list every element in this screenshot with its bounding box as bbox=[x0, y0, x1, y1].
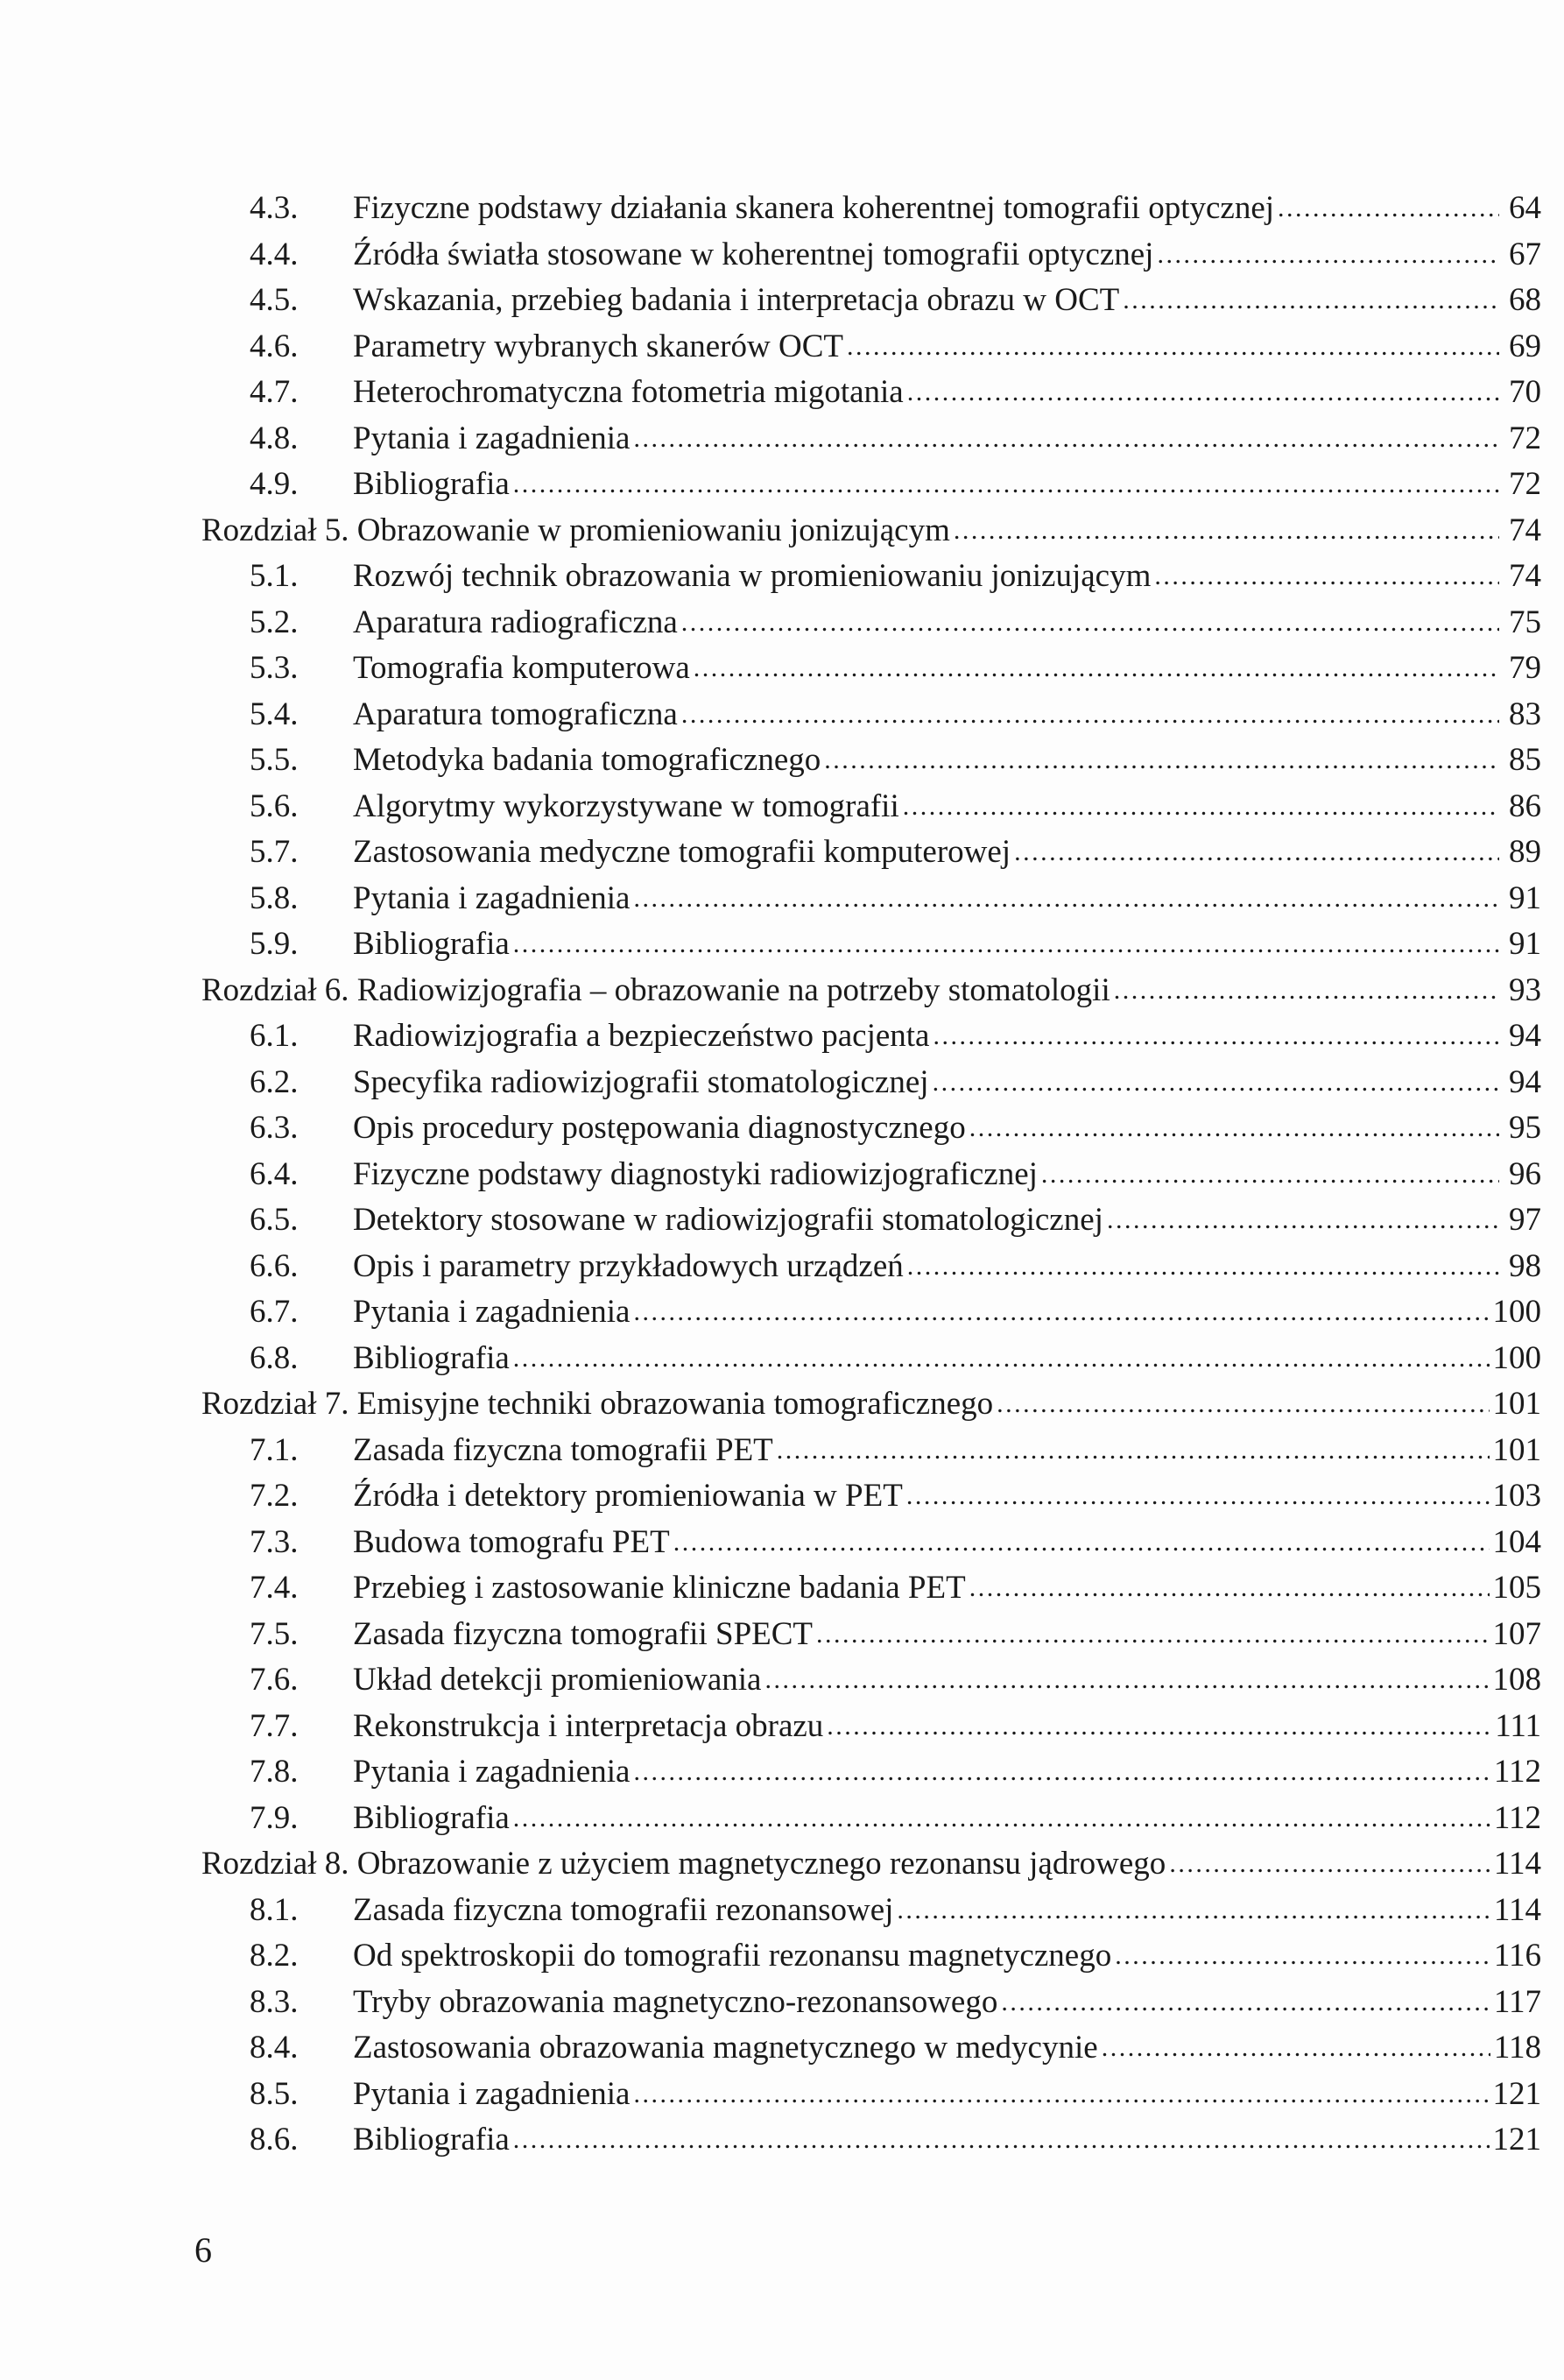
dot-leader bbox=[764, 1657, 1489, 1704]
toc-entry-number: 7.4. bbox=[250, 1570, 299, 1606]
toc-entry-number: 8.1. bbox=[250, 1891, 299, 1928]
toc-section-entry bbox=[201, 1657, 1541, 1704]
toc-entry-title: Źródła i detektory promieniowania w PET bbox=[353, 1478, 903, 1514]
toc-entry-line bbox=[353, 1796, 1541, 1842]
toc-entry-number: 4.5. bbox=[250, 282, 299, 318]
toc-section-entry bbox=[201, 1289, 1541, 1336]
toc-entry-page: 83 bbox=[1509, 696, 1541, 732]
dot-leader bbox=[1001, 1980, 1490, 2026]
toc-section-entry bbox=[201, 1520, 1541, 1566]
toc-entry-title: Budowa tomografu PET bbox=[353, 1523, 670, 1560]
toc-entry-title: Rozdział 6. Radiowizjografia – obrazowanie na potrzeby stomatologii bbox=[201, 971, 1110, 1008]
toc-entry-page: 108 bbox=[1492, 1662, 1541, 1698]
toc-entry-page: 86 bbox=[1509, 787, 1541, 824]
toc-chapter-entry bbox=[201, 968, 1541, 1014]
toc-entry-page: 104 bbox=[1492, 1523, 1541, 1560]
toc-entry-line bbox=[353, 1197, 1541, 1244]
dot-leader bbox=[1102, 2025, 1490, 2072]
toc-entry-line bbox=[353, 738, 1541, 784]
toc-entry-page: 64 bbox=[1509, 190, 1541, 226]
toc-entry-number: 5.4. bbox=[250, 696, 299, 732]
toc-section-entry bbox=[201, 1428, 1541, 1474]
toc-entry-number: 5.1. bbox=[250, 558, 299, 594]
toc-section-entry bbox=[201, 462, 1541, 508]
toc-entry-page: 74 bbox=[1509, 512, 1541, 548]
toc-entry-page: 112 bbox=[1493, 1754, 1541, 1790]
toc-entry-title: Bibliografia bbox=[353, 1799, 510, 1836]
toc-entry-title: Układ detekcji promieniowania bbox=[353, 1662, 762, 1698]
toc-section-entry bbox=[201, 1060, 1541, 1106]
dot-leader bbox=[1014, 830, 1499, 876]
dot-leader bbox=[897, 1888, 1490, 1934]
toc-entry-page: 107 bbox=[1492, 1615, 1541, 1652]
toc-entry-page: 96 bbox=[1509, 1155, 1541, 1192]
toc-entry-title: Rekonstrukcja i interpretacja obrazu bbox=[353, 1707, 824, 1744]
dot-leader bbox=[1114, 968, 1499, 1014]
toc-entry-line bbox=[353, 1933, 1541, 1980]
toc-section-entry bbox=[201, 692, 1541, 738]
toc-entry-title: Wskazania, przebieg badania i interpretacja obrazu w OCT bbox=[353, 282, 1120, 318]
toc-entry-line bbox=[353, 876, 1541, 922]
dot-leader bbox=[1123, 278, 1499, 324]
toc-entry-line bbox=[353, 600, 1541, 646]
toc-entry-number: 7.6. bbox=[250, 1662, 299, 1698]
toc-entry-title: Zasada fizyczna tomografii SPECT bbox=[353, 1615, 814, 1652]
toc-section-entry bbox=[201, 1565, 1541, 1612]
dot-leader bbox=[824, 738, 1499, 784]
toc-entry-number: 5.9. bbox=[250, 926, 299, 962]
toc-section-entry bbox=[201, 232, 1541, 279]
toc-entry-line bbox=[353, 1244, 1541, 1290]
dot-leader bbox=[694, 646, 1499, 692]
toc-section-entry bbox=[201, 1796, 1541, 1842]
toc-entry-number: 5.2. bbox=[250, 604, 299, 640]
toc-entry-line bbox=[353, 186, 1541, 232]
toc-entry-number: 8.5. bbox=[250, 2075, 299, 2112]
dot-leader bbox=[1169, 1841, 1490, 1888]
toc-section-entry bbox=[201, 416, 1541, 463]
dot-leader bbox=[933, 1013, 1499, 1060]
toc-entry-line bbox=[353, 2117, 1541, 2164]
toc-entry-title: Pytania i zagadnienia bbox=[353, 420, 631, 456]
toc-entry-page: 74 bbox=[1509, 558, 1541, 594]
dot-leader bbox=[681, 692, 1499, 738]
toc-entry-page: 100 bbox=[1492, 1339, 1541, 1376]
toc-entry-title: Pytania i zagadnienia bbox=[353, 1754, 631, 1790]
toc-entry-line bbox=[201, 1841, 1541, 1888]
toc-entry-page: 69 bbox=[1509, 328, 1541, 364]
toc-entry-number: 7.5. bbox=[250, 1615, 299, 1652]
dot-leader bbox=[633, 1289, 1489, 1336]
toc-entry-number: 6.3. bbox=[250, 1110, 299, 1146]
toc-entry-line bbox=[353, 1060, 1541, 1106]
toc-entry-line bbox=[201, 508, 1541, 554]
toc-entry-number: 7.1. bbox=[250, 1431, 299, 1468]
toc-entry-line bbox=[353, 462, 1541, 508]
toc-entry-line bbox=[353, 1565, 1541, 1612]
toc-entry-title: Źródła światła stosowane w koherentnej tomografii optycznej bbox=[353, 236, 1154, 272]
toc-entry-line bbox=[353, 646, 1541, 692]
toc-entry-number: 7.2. bbox=[250, 1478, 299, 1514]
toc-entry-title: Algorytmy wykorzystywane w tomografii bbox=[353, 787, 899, 824]
toc-entry-title: Zastosowania medyczne tomografii komputerowej bbox=[353, 834, 1011, 870]
toc-section-entry bbox=[201, 370, 1541, 416]
dot-leader bbox=[847, 324, 1499, 371]
toc-entry-number: 4.9. bbox=[250, 466, 299, 502]
toc-section-entry bbox=[201, 1980, 1541, 2026]
toc-section-entry bbox=[201, 1612, 1541, 1658]
toc-entry-number: 8.3. bbox=[250, 1983, 299, 2020]
toc-entry-title: Aparatura tomograficzna bbox=[353, 696, 678, 732]
toc-entry-title: Pytania i zagadnienia bbox=[353, 1294, 631, 1330]
toc-entry-title: Od spektroskopii do tomografii rezonansu magnetycznego bbox=[353, 1938, 1112, 1974]
toc-chapter-entry bbox=[201, 1841, 1541, 1888]
toc-entry-line bbox=[353, 1013, 1541, 1060]
toc-entry-line bbox=[353, 232, 1541, 279]
toc-entry-page: 105 bbox=[1492, 1570, 1541, 1606]
toc-entry-number: 7.3. bbox=[250, 1523, 299, 1560]
toc-entry-title: Rozdział 5. Obrazowanie w promieniowaniu jonizującym bbox=[201, 512, 950, 548]
toc-entry-line bbox=[353, 692, 1541, 738]
toc-entry-page: 112 bbox=[1493, 1799, 1541, 1836]
toc-entry-line bbox=[353, 1888, 1541, 1934]
toc-entry-page: 72 bbox=[1509, 466, 1541, 502]
toc-entry-page: 98 bbox=[1509, 1247, 1541, 1284]
toc-entry-title: Tryby obrazowania magnetyczno-rezonansowego bbox=[353, 1983, 998, 2020]
toc-entry-line bbox=[353, 278, 1541, 324]
dot-leader bbox=[903, 784, 1499, 830]
toc-entry-title: Zasada fizyczna tomografii PET bbox=[353, 1431, 773, 1468]
toc-section-entry bbox=[201, 324, 1541, 371]
toc-section-entry bbox=[201, 922, 1541, 968]
toc-entry-line bbox=[353, 1657, 1541, 1704]
toc-section-entry bbox=[201, 1704, 1541, 1750]
toc-section-entry bbox=[201, 876, 1541, 922]
dot-leader bbox=[1041, 1152, 1499, 1198]
toc-section-entry bbox=[201, 1473, 1541, 1520]
toc-entry-number: 6.8. bbox=[250, 1339, 299, 1376]
toc-entry-page: 93 bbox=[1509, 971, 1541, 1008]
toc-entry-title: Specyfika radiowizjografii stomatologicznej bbox=[353, 1063, 929, 1100]
toc-entry-line bbox=[353, 554, 1541, 600]
toc-section-entry bbox=[201, 1244, 1541, 1290]
dot-leader bbox=[513, 462, 1499, 508]
toc-entry-title: Aparatura radiograficzna bbox=[353, 604, 678, 640]
toc-entry-line bbox=[201, 968, 1541, 1014]
toc-entry-line bbox=[353, 1289, 1541, 1336]
toc-entry-page: 114 bbox=[1493, 1846, 1541, 1882]
toc-entry-title: Pytania i zagadnienia bbox=[353, 2075, 631, 2112]
toc-entry-line bbox=[353, 1336, 1541, 1382]
dot-leader bbox=[673, 1520, 1490, 1566]
toc-entry-number: 7.9. bbox=[250, 1799, 299, 1836]
dot-leader bbox=[1157, 232, 1499, 279]
page-number: 6 bbox=[194, 2230, 212, 2270]
toc-entry-page: 103 bbox=[1492, 1478, 1541, 1514]
toc-entry-line bbox=[353, 1473, 1541, 1520]
toc-entry-number: 6.5. bbox=[250, 1202, 299, 1238]
toc-entry-line bbox=[353, 1520, 1541, 1566]
toc-section-entry bbox=[201, 1197, 1541, 1244]
dot-leader bbox=[933, 1060, 1499, 1106]
toc-entry-title: Bibliografia bbox=[353, 2122, 510, 2158]
toc-entry-title: Przebieg i zastosowanie kliniczne badania PET bbox=[353, 1570, 966, 1606]
toc-entry-number: 4.7. bbox=[250, 374, 299, 410]
toc-entry-line bbox=[353, 324, 1541, 371]
toc-entry-number: 5.5. bbox=[250, 742, 299, 778]
toc-entry-title: Metodyka badania tomograficznego bbox=[353, 742, 821, 778]
toc-entry-page: 118 bbox=[1493, 2030, 1541, 2066]
toc-section-entry bbox=[201, 830, 1541, 876]
toc-entry-number: 5.6. bbox=[250, 787, 299, 824]
table-of-contents bbox=[201, 186, 1541, 2164]
toc-entry-line bbox=[353, 784, 1541, 830]
toc-entry-page: 89 bbox=[1509, 834, 1541, 870]
toc-entry-page: 68 bbox=[1509, 282, 1541, 318]
toc-entry-page: 97 bbox=[1509, 1202, 1541, 1238]
dot-leader bbox=[816, 1612, 1489, 1658]
toc-section-entry bbox=[201, 554, 1541, 600]
toc-entry-line bbox=[353, 370, 1541, 416]
toc-entry-number: 5.8. bbox=[250, 879, 299, 916]
toc-entry-page: 101 bbox=[1492, 1386, 1541, 1422]
toc-entry-page: 72 bbox=[1509, 420, 1541, 456]
toc-entry-line bbox=[353, 1152, 1541, 1198]
toc-entry-line bbox=[353, 1704, 1541, 1750]
toc-entry-number: 7.8. bbox=[250, 1754, 299, 1790]
toc-entry-line bbox=[353, 1105, 1541, 1152]
toc-entry-title: Radiowizjografia a bezpieczeństwo pacjenta bbox=[353, 1018, 930, 1054]
toc-entry-title: Pytania i zagadnienia bbox=[353, 879, 631, 916]
dot-leader bbox=[513, 922, 1499, 968]
toc-entry-page: 85 bbox=[1509, 742, 1541, 778]
toc-entry-number: 4.4. bbox=[250, 236, 299, 272]
toc-entry-page: 121 bbox=[1492, 2075, 1541, 2112]
dot-leader bbox=[513, 1796, 1490, 1842]
dot-leader bbox=[1115, 1933, 1490, 1980]
toc-entry-page: 111 bbox=[1495, 1707, 1541, 1744]
toc-entry-title: Opis procedury postępowania diagnostycznego bbox=[353, 1110, 966, 1146]
toc-entry-title: Parametry wybranych skanerów OCT bbox=[353, 328, 843, 364]
toc-section-entry bbox=[201, 646, 1541, 692]
toc-entry-line bbox=[353, 2072, 1541, 2118]
toc-entry-title: Detektory stosowane w radiowizjografii stomatologicznej bbox=[353, 1202, 1103, 1238]
dot-leader bbox=[513, 1336, 1490, 1382]
dot-leader bbox=[907, 370, 1499, 416]
toc-entry-title: Rozdział 7. Emisyjne techniki obrazowania tomograficznego bbox=[201, 1386, 994, 1422]
toc-section-entry bbox=[201, 1152, 1541, 1198]
toc-entry-number: 6.7. bbox=[250, 1294, 299, 1330]
toc-section-entry bbox=[201, 784, 1541, 830]
toc-entry-line bbox=[353, 922, 1541, 968]
dot-leader bbox=[513, 2117, 1490, 2164]
dot-leader bbox=[633, 416, 1499, 463]
toc-entry-title: Rozdział 8. Obrazowanie z użyciem magnetycznego rezonansu jądrowego bbox=[201, 1846, 1166, 1882]
toc-entry-number: 6.6. bbox=[250, 1247, 299, 1284]
toc-entry-title: Bibliografia bbox=[353, 1339, 510, 1376]
toc-entry-page: 94 bbox=[1509, 1018, 1541, 1054]
toc-section-entry bbox=[201, 1013, 1541, 1060]
toc-entry-title: Rozwój technik obrazowania w promieniowaniu jonizującym bbox=[353, 558, 1152, 594]
toc-section-entry bbox=[201, 278, 1541, 324]
toc-entry-number: 8.4. bbox=[250, 2030, 299, 2066]
toc-entry-title: Bibliografia bbox=[353, 926, 510, 962]
toc-entry-page: 121 bbox=[1492, 2122, 1541, 2158]
toc-section-entry bbox=[201, 1336, 1541, 1382]
dot-leader bbox=[906, 1473, 1490, 1520]
toc-section-entry bbox=[201, 1749, 1541, 1796]
dot-leader bbox=[1154, 554, 1499, 600]
toc-chapter-entry bbox=[201, 508, 1541, 554]
toc-entry-number: 4.6. bbox=[250, 328, 299, 364]
toc-entry-page: 91 bbox=[1509, 926, 1541, 962]
toc-entry-line bbox=[201, 1381, 1541, 1428]
toc-entry-line bbox=[353, 830, 1541, 876]
toc-entry-title: Fizyczne podstawy działania skanera koherentnej tomografii optycznej bbox=[353, 190, 1275, 226]
toc-entry-number: 6.1. bbox=[250, 1018, 299, 1054]
toc-entry-title: Bibliografia bbox=[353, 466, 510, 502]
toc-entry-title: Zasada fizyczna tomografii rezonansowej bbox=[353, 1891, 894, 1928]
toc-entry-page: 117 bbox=[1493, 1983, 1541, 2020]
toc-section-entry bbox=[201, 2072, 1541, 2118]
toc-entry-page: 114 bbox=[1493, 1891, 1541, 1928]
toc-entry-page: 116 bbox=[1493, 1938, 1541, 1974]
toc-entry-page: 67 bbox=[1509, 236, 1541, 272]
toc-entry-number: 8.6. bbox=[250, 2122, 299, 2158]
dot-leader bbox=[997, 1381, 1489, 1428]
toc-section-entry bbox=[201, 1105, 1541, 1152]
toc-entry-line bbox=[353, 1749, 1541, 1796]
toc-entry-number: 4.8. bbox=[250, 420, 299, 456]
dot-leader bbox=[681, 600, 1499, 646]
toc-section-entry bbox=[201, 1888, 1541, 1934]
toc-entry-page: 100 bbox=[1492, 1294, 1541, 1330]
toc-entry-number: 7.7. bbox=[250, 1707, 299, 1744]
toc-entry-title: Heterochromatyczna fotometria migotania bbox=[353, 374, 904, 410]
toc-entry-page: 75 bbox=[1509, 604, 1541, 640]
dot-leader bbox=[954, 508, 1499, 554]
toc-section-entry bbox=[201, 2025, 1541, 2072]
toc-entry-page: 101 bbox=[1492, 1431, 1541, 1468]
toc-entry-number: 4.3. bbox=[250, 190, 299, 226]
toc-section-entry bbox=[201, 738, 1541, 784]
dot-leader bbox=[969, 1565, 1490, 1612]
toc-entry-page: 94 bbox=[1509, 1063, 1541, 1100]
toc-entry-title: Opis i parametry przykładowych urządzeń bbox=[353, 1247, 904, 1284]
toc-entry-page: 79 bbox=[1509, 650, 1541, 686]
toc-chapter-entry bbox=[201, 1381, 1541, 1428]
toc-entry-page: 70 bbox=[1509, 374, 1541, 410]
toc-entry-number: 5.3. bbox=[250, 650, 299, 686]
toc-entry-number: 8.2. bbox=[250, 1938, 299, 1974]
dot-leader bbox=[633, 1749, 1490, 1796]
toc-entry-number: 6.4. bbox=[250, 1155, 299, 1192]
toc-section-entry bbox=[201, 600, 1541, 646]
dot-leader bbox=[633, 2072, 1489, 2118]
toc-section-entry bbox=[201, 1933, 1541, 1980]
dot-leader bbox=[907, 1244, 1499, 1290]
dot-leader bbox=[969, 1105, 1499, 1152]
toc-entry-title: Zastosowania obrazowania magnetycznego w medycynie bbox=[353, 2030, 1098, 2066]
toc-entry-page: 91 bbox=[1509, 879, 1541, 916]
toc-entry-line bbox=[353, 1612, 1541, 1658]
toc-entry-line bbox=[353, 1428, 1541, 1474]
toc-entry-page: 95 bbox=[1509, 1110, 1541, 1146]
toc-entry-line bbox=[353, 2025, 1541, 2072]
toc-entry-line bbox=[353, 416, 1541, 463]
toc-section-entry bbox=[201, 2117, 1541, 2164]
toc-entry-number: 5.7. bbox=[250, 834, 299, 870]
dot-leader bbox=[633, 876, 1499, 922]
dot-leader bbox=[827, 1704, 1491, 1750]
toc-entry-title: Tomografia komputerowa bbox=[353, 650, 690, 686]
toc-entry-title: Fizyczne podstawy diagnostyki radiowizjograficznej bbox=[353, 1155, 1038, 1192]
toc-entry-line bbox=[353, 1980, 1541, 2026]
dot-leader bbox=[1278, 186, 1499, 232]
dot-leader bbox=[1107, 1197, 1499, 1244]
toc-entry-number: 6.2. bbox=[250, 1063, 299, 1100]
toc-section-entry bbox=[201, 186, 1541, 232]
dot-leader bbox=[777, 1428, 1490, 1474]
